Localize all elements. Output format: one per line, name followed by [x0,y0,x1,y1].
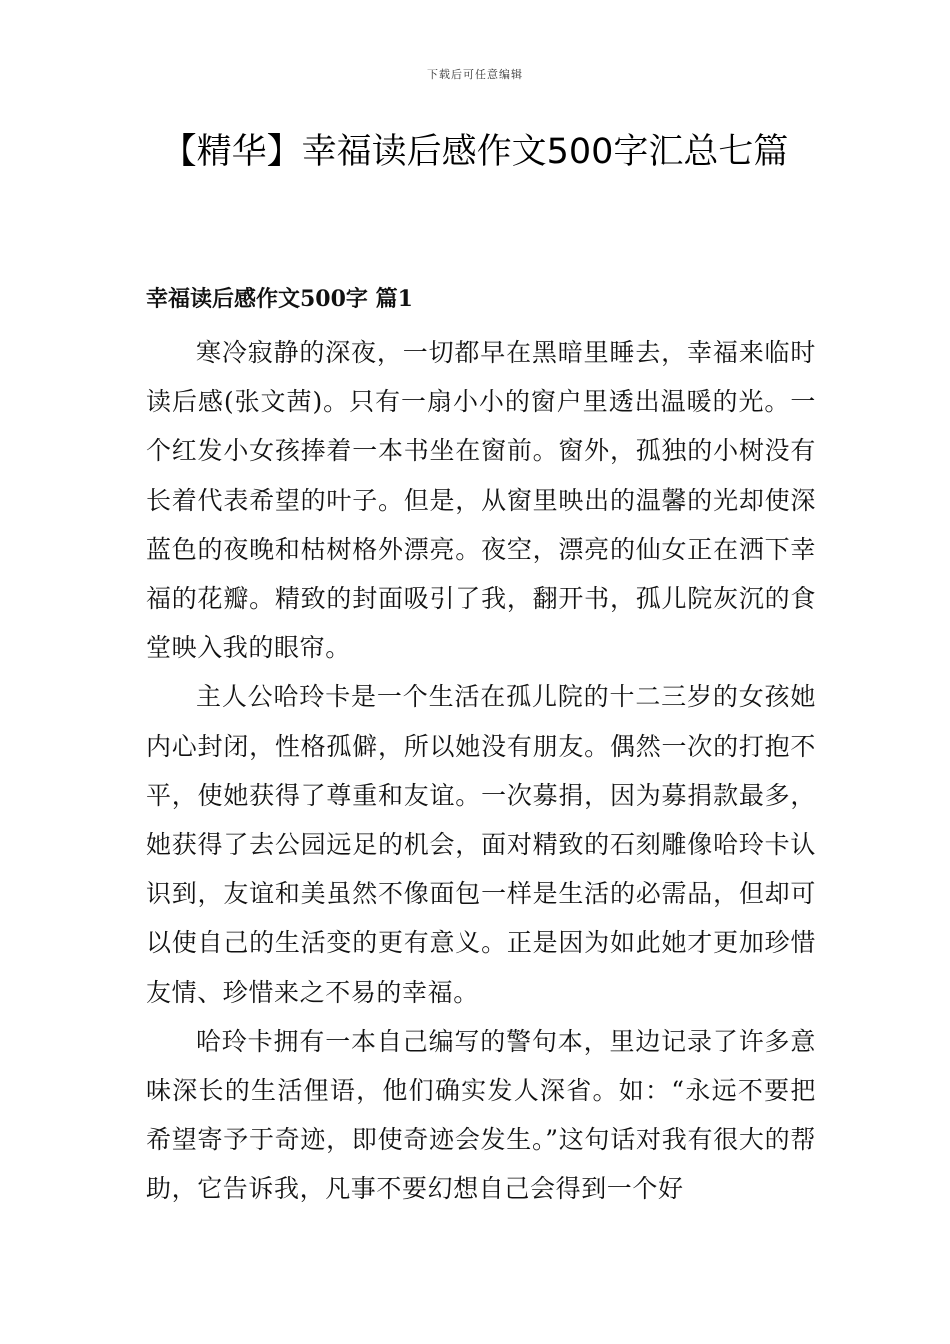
paragraph-2: 主人公哈玲卡是一个生活在孤儿院的十二三岁的女孩她内心封闭，性格孤僻，所以她没有朋友。偶然一次的打抱不平，使她获得了尊重和友谊。一次募捐，因为募捐款最多，她获得了去公园远足的机会，面对精致的石刻雕像哈玲卡认识到，友谊和美虽然不像面包一样是生活的必需品，但却可以使自己的生活变的更有意义。正是因为如此她才更加珍惜友情、珍惜来之不易的幸福。 [146,682,816,1007]
document-body [146,328,816,1214]
section-heading: 幸福读后感作文500字 篇1 [146,286,413,312]
paragraph-1: 寒冷寂静的深夜，一切都早在黑暗里睡去，幸福来临时读后感(张文茜)。只有一扇小小的窗户里透出温暖的光。一个红发小女孩捧着一本书坐在窗前。窗外，孤独的小树没有长着代表希望的叶子。但是，从窗里映出的温馨的光却使深蓝色的夜晚和枯树格外漂亮。夜空，漂亮的仙女正在洒下幸福的花瓣。精致的封面吸引了我，翻开书，孤儿院灰沉的食堂映入我的眼帘。 [146,338,816,663]
header-note: 下载后可任意编辑 [427,68,523,81]
paragraph-3: 哈玲卡拥有一本自己编写的警句本，里边记录了许多意味深长的生活俚语，他们确实发人深省。如：“永远不要把希望寄予于奇迹，即使奇迹会发生。”这句话对我有很大的帮助，它告诉我，凡事不要幻想自己会得到一个好 [146,1026,816,1204]
document-title: 【精华】幸福读后感作文500字汇总七篇 [161,132,789,172]
